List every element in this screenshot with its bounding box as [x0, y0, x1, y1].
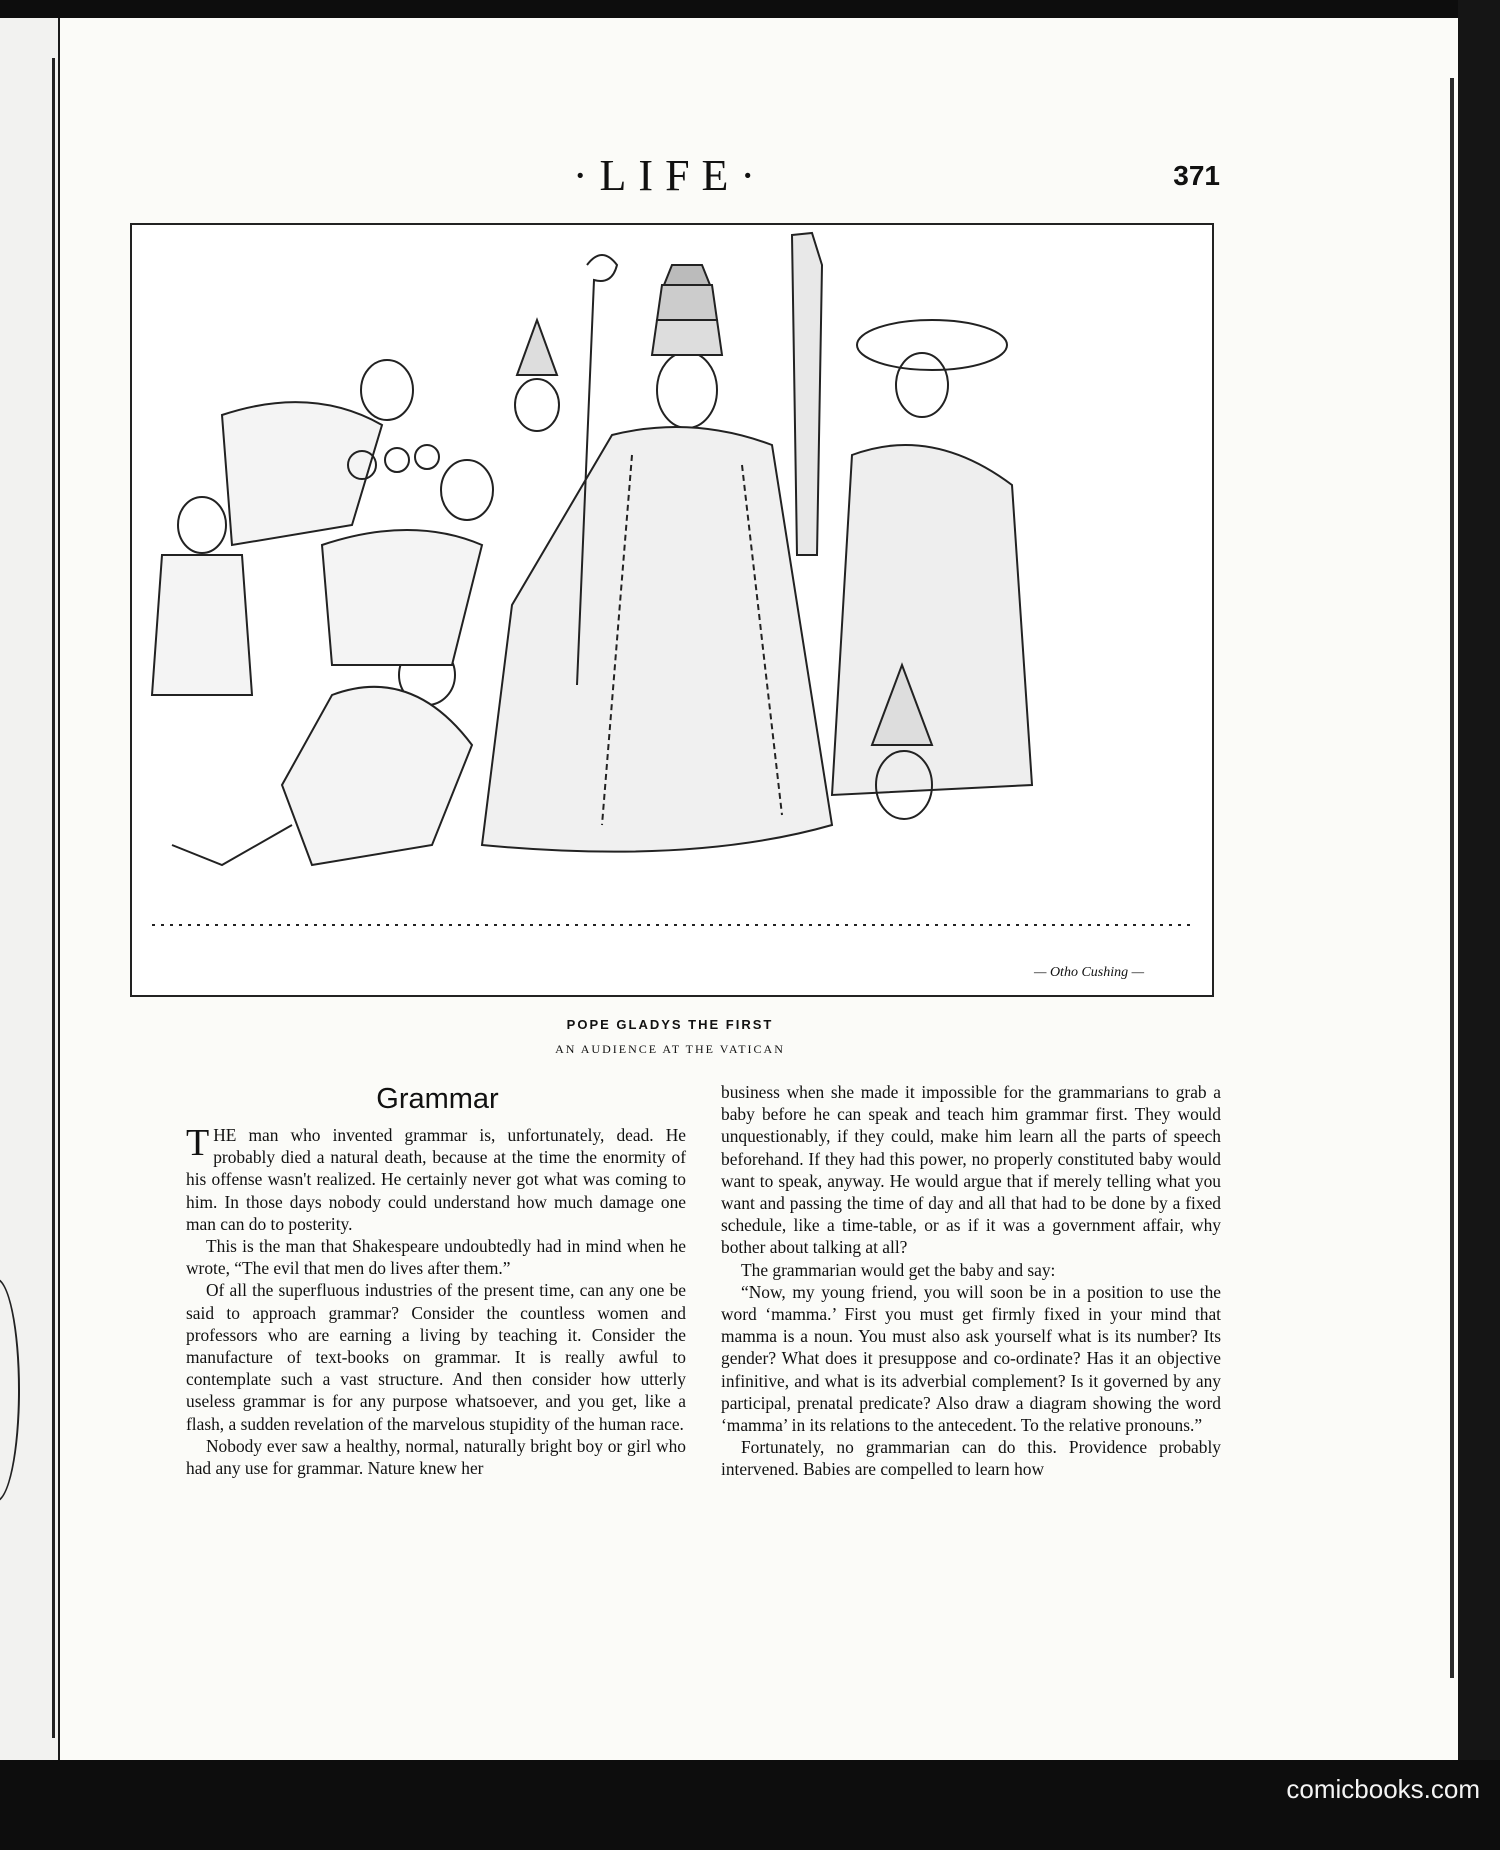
artist-signature: — Otho Cushing — [1034, 965, 1145, 980]
scan-border-top [0, 0, 1500, 18]
paragraph: The grammarian would get the baby and say: [741, 1259, 1056, 1280]
watermark: comicbooks.com [1286, 1774, 1480, 1804]
dropcap: T [186, 1122, 210, 1164]
paragraph-text: HE man who invented grammar is, unfortunately, dead. He probably died a natural death, because at the time the enormity of his offense wasn't realized. He certainly never got what was coming to him. In those days nobody could understand how much damage one man can do to posterity. [186, 1125, 686, 1234]
paragraph: This is the man that Shakespeare undoubtedly had in mind when he wrote, “The evil that men do lives after them.” [186, 1236, 686, 1279]
paragraph [186, 1124, 686, 1235]
cartoon-illustration [130, 223, 1214, 997]
cartoon-drawing [132, 225, 1212, 995]
paragraph: “Now, my young friend, you will soon be in a position to use the word ‘mamma.’ First you must get firmly fixed in your mind that mamma is a noun. You must also ask yourself what is its number? Its gender? What does it presuppose and co-ordinate? Has it an objective infinitive, and what is its adverbial complement? Is it governed by any participal, prenatal predicate? Also draw a diagram showing the word ‘mamma’ in its relations to the antecedent. To the relative pronouns.” [721, 1281, 1221, 1436]
caption-title: POPE GLADYS THE FIRST [566, 1017, 774, 1032]
paragraph: Of all the superfluous industries of the present time, can any one be said to approach grammar? Consider the countless women and professors who are earning a living by teaching it. Consider the manufacture of text-books on grammar. It is really awful to contemplate such a vast structure. And then consider how utterly useless grammar is for any purpose whatsoever, and you get, like a flash, a sudden revelation of the marvelous stupidity of the human race. [186, 1280, 686, 1434]
scan-border-right [1458, 0, 1500, 1850]
binding-line [52, 58, 55, 1738]
article-title: Grammar [376, 1083, 499, 1115]
paragraph: Fortunately, no grammarian can do this. Providence probably intervened. Babies are compelled to learn how [721, 1437, 1221, 1480]
previous-page-illustration-fragment [0, 1278, 20, 1502]
previous-page-edge [0, 18, 58, 1760]
paragraph: business when she made it impossible for the grammarians to grab a baby before he can speak and teach him grammar first. They would unquestionably, if they could, make him learn all the parts of speech beforehand. If they had this power, no properly constituted baby would want to speak, anyway. He would argue that if merely telling what you want and passing the time of day and all that had to be done by a fixed schedule, like a time-table, or as if it was a government affair, why bother about talking at all? [721, 1082, 1221, 1258]
article-column-right [721, 1081, 1221, 1481]
caption-subtitle: AN AUDIENCE AT THE VATICAN [555, 1042, 785, 1056]
paragraph: Nobody ever saw a healthy, normal, naturally bright boy or girl who had any use for grammar. Nature knew her [186, 1435, 686, 1479]
page-number: 371 [1173, 160, 1220, 191]
masthead-title: ·LIFE· [572, 151, 768, 200]
page-edge [1450, 78, 1454, 1678]
article-column-left [186, 1124, 686, 1479]
